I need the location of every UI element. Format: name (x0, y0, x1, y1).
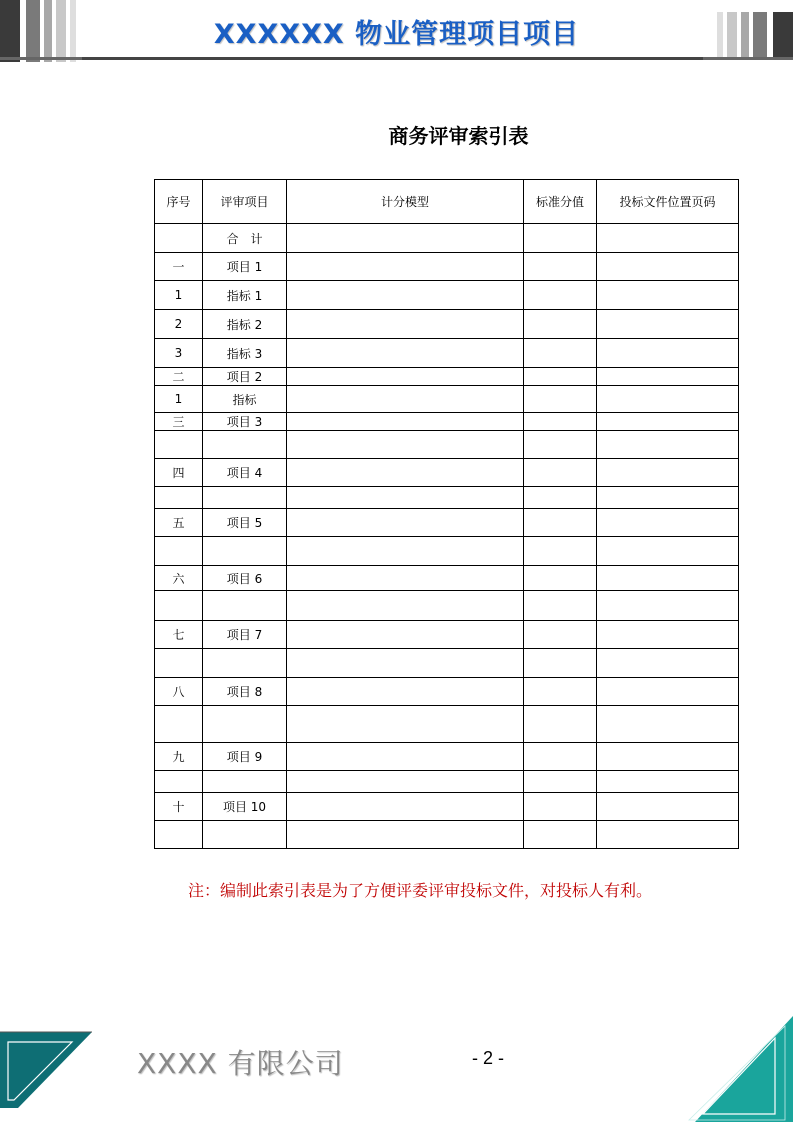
cell-standard-score (524, 743, 597, 771)
cell-scoring-model (287, 487, 524, 509)
cell-standard-score (524, 368, 597, 386)
cell-scoring-model (287, 678, 524, 706)
cell-page-location (597, 253, 739, 281)
cell-scoring-model (287, 793, 524, 821)
cell-item (203, 431, 287, 459)
cell-standard-score (524, 386, 597, 413)
cell-page-location (597, 487, 739, 509)
cell-standard-score (524, 649, 597, 678)
cell-page-location (597, 649, 739, 678)
cell-standard-score (524, 281, 597, 310)
cell-index: 二 (155, 368, 203, 386)
cell-scoring-model (287, 431, 524, 459)
footer-decoration-left (0, 1028, 96, 1108)
cell-index (155, 821, 203, 849)
cell-page-location (597, 310, 739, 339)
cell-index: 3 (155, 339, 203, 368)
cell-item: 项目 6 (203, 566, 287, 591)
cell-standard-score (524, 771, 597, 793)
cell-scoring-model (287, 743, 524, 771)
cell-item: 项目 1 (203, 253, 287, 281)
cell-page-location (597, 509, 739, 537)
cell-page-location (597, 413, 739, 431)
cell-standard-score (524, 224, 597, 253)
column-header-scoring-model: 计分模型 (287, 180, 524, 224)
cell-item: 项目 2 (203, 368, 287, 386)
document-title: 商务评审索引表 (388, 124, 529, 148)
table-row (155, 793, 739, 821)
cell-index (155, 591, 203, 621)
table-header-row (155, 180, 739, 224)
cell-standard-score (524, 487, 597, 509)
cell-page-location (597, 537, 739, 566)
cell-standard-score (524, 621, 597, 649)
note-text: 注：编制此索引表是为了方便评委评审投标文件，对投标人有利。 (188, 881, 653, 900)
cell-index (155, 487, 203, 509)
cell-item (203, 487, 287, 509)
cell-scoring-model (287, 509, 524, 537)
cell-page-location (597, 339, 739, 368)
cell-item (203, 537, 287, 566)
cell-page-location (597, 793, 739, 821)
column-header-item: 评审项目 (203, 180, 287, 224)
cell-standard-score (524, 310, 597, 339)
cell-scoring-model (287, 537, 524, 566)
cell-scoring-model (287, 706, 524, 743)
footer-company-name: XXXX 有限公司 (137, 1047, 344, 1080)
table-row (155, 431, 739, 459)
cell-standard-score (524, 678, 597, 706)
table-row (155, 413, 739, 431)
cell-scoring-model (287, 224, 524, 253)
cell-item: 项目 7 (203, 621, 287, 649)
cell-standard-score (524, 537, 597, 566)
cell-item: 项目 8 (203, 678, 287, 706)
cell-item (203, 591, 287, 621)
table-row (155, 566, 739, 591)
header-rule-right (703, 57, 793, 60)
cell-standard-score (524, 793, 597, 821)
cell-item (203, 821, 287, 849)
cell-item: 项目 10 (203, 793, 287, 821)
cell-page-location (597, 821, 739, 849)
cell-index (155, 431, 203, 459)
cell-scoring-model (287, 649, 524, 678)
cell-item: 指标 2 (203, 310, 287, 339)
header-rule-left (0, 57, 90, 60)
cell-index: 六 (155, 566, 203, 591)
cell-index (155, 771, 203, 793)
cell-index (155, 706, 203, 743)
cell-index (155, 224, 203, 253)
column-header-page-location: 投标文件位置页码 (597, 180, 739, 224)
cell-standard-score (524, 821, 597, 849)
cell-item: 合 计 (203, 224, 287, 253)
cell-index: 1 (155, 386, 203, 413)
cell-index: 五 (155, 509, 203, 537)
cell-standard-score (524, 566, 597, 591)
cell-page-location (597, 368, 739, 386)
cell-standard-score (524, 339, 597, 368)
table-row (155, 459, 739, 487)
cell-index: 七 (155, 621, 203, 649)
cell-page-location (597, 706, 739, 743)
table-row (155, 509, 739, 537)
table-row (155, 224, 739, 253)
cell-page-location (597, 431, 739, 459)
table-row (155, 310, 739, 339)
header-title: XXXXXX 物业管理项目项目 (213, 19, 580, 50)
table-row (155, 386, 739, 413)
table-row (155, 678, 739, 706)
cell-page-location (597, 281, 739, 310)
cell-page-location (597, 566, 739, 591)
cell-standard-score (524, 459, 597, 487)
review-index-table (154, 179, 739, 849)
cell-scoring-model (287, 621, 524, 649)
cell-page-location (597, 621, 739, 649)
cell-scoring-model (287, 253, 524, 281)
cell-item: 指标 3 (203, 339, 287, 368)
cell-standard-score (524, 431, 597, 459)
cell-page-location (597, 459, 739, 487)
cell-page-location (597, 771, 739, 793)
cell-scoring-model (287, 386, 524, 413)
table-row (155, 706, 739, 743)
table-row (155, 743, 739, 771)
table-row (155, 821, 739, 849)
cell-page-location (597, 678, 739, 706)
column-header-standard-score: 标准分值 (524, 180, 597, 224)
cell-standard-score (524, 413, 597, 431)
table-row (155, 368, 739, 386)
cell-scoring-model (287, 591, 524, 621)
table-row (155, 281, 739, 310)
cell-scoring-model (287, 368, 524, 386)
cell-page-location (597, 224, 739, 253)
cell-index (155, 537, 203, 566)
cell-scoring-model (287, 413, 524, 431)
cell-index: 2 (155, 310, 203, 339)
table-row (155, 487, 739, 509)
cell-index: 一 (155, 253, 203, 281)
cell-index: 九 (155, 743, 203, 771)
cell-item: 项目 5 (203, 509, 287, 537)
cell-scoring-model (287, 281, 524, 310)
footer-decoration-right (663, 1016, 793, 1122)
cell-scoring-model (287, 566, 524, 591)
cell-standard-score (524, 706, 597, 743)
cell-page-location (597, 743, 739, 771)
page-number: - 2 - (472, 1048, 505, 1068)
table-row (155, 621, 739, 649)
cell-index: 八 (155, 678, 203, 706)
cell-item: 项目 9 (203, 743, 287, 771)
cell-index: 三 (155, 413, 203, 431)
cell-standard-score (524, 253, 597, 281)
cell-item: 指标 1 (203, 281, 287, 310)
cell-standard-score (524, 591, 597, 621)
cell-scoring-model (287, 459, 524, 487)
cell-page-location (597, 591, 739, 621)
cell-item: 项目 4 (203, 459, 287, 487)
cell-scoring-model (287, 310, 524, 339)
cell-index: 四 (155, 459, 203, 487)
table-row (155, 591, 739, 621)
cell-standard-score (524, 509, 597, 537)
cell-item: 项目 3 (203, 413, 287, 431)
cell-index: 1 (155, 281, 203, 310)
cell-item: 指标 (203, 386, 287, 413)
table-row (155, 649, 739, 678)
table-row (155, 339, 739, 368)
cell-page-location (597, 386, 739, 413)
cell-index: 十 (155, 793, 203, 821)
cell-scoring-model (287, 821, 524, 849)
cell-item (203, 771, 287, 793)
table-row (155, 253, 739, 281)
cell-item (203, 649, 287, 678)
cell-index (155, 649, 203, 678)
table-row (155, 771, 739, 793)
cell-item (203, 706, 287, 743)
table-row (155, 537, 739, 566)
cell-scoring-model (287, 771, 524, 793)
cell-scoring-model (287, 339, 524, 368)
column-header-index: 序号 (155, 180, 203, 224)
header-rule (82, 57, 711, 60)
